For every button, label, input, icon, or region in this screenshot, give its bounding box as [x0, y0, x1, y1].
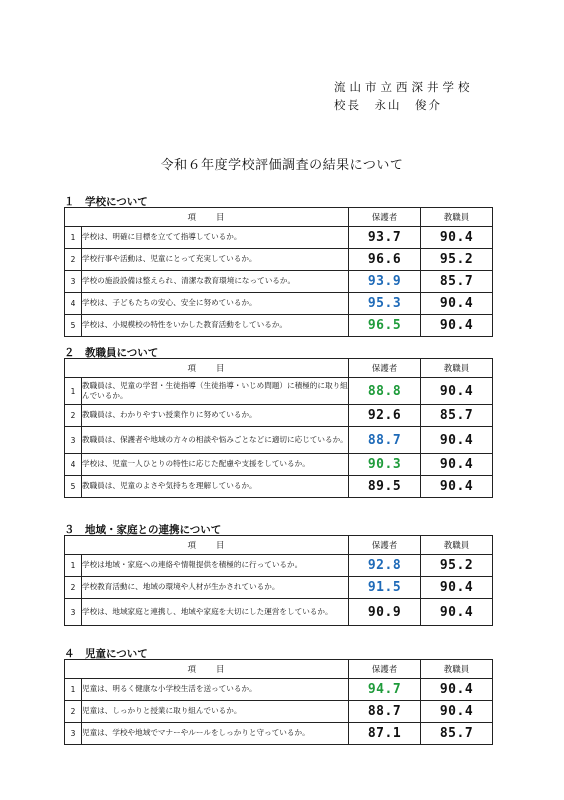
principal-name: 校長 永山 俊介: [334, 98, 442, 112]
staff-score: 90.4: [421, 577, 493, 599]
column-header-guardian: 保護者: [349, 359, 421, 378]
row-number: 3: [65, 271, 82, 293]
table-row: [65, 427, 493, 454]
staff-score: 90.4: [421, 427, 493, 454]
guardian-score: 94.7: [349, 679, 421, 701]
row-question: 学校教育活動に、地域の環境や人材が生かされているか。: [82, 577, 349, 599]
row-number: 1: [65, 555, 82, 577]
staff-score: 90.4: [421, 293, 493, 315]
staff-score: 90.4: [421, 701, 493, 723]
table-row: [65, 555, 493, 577]
row-number: 1: [65, 378, 82, 405]
guardian-score: 96.6: [349, 249, 421, 271]
row-question: 学校は、児童一人ひとりの特性に応じた配慮や支援をしているか。: [82, 454, 349, 476]
header-block: [334, 78, 494, 114]
guardian-score: 88.7: [349, 701, 421, 723]
staff-score: 95.2: [421, 555, 493, 577]
column-header-staff: 教職員: [421, 660, 493, 679]
staff-score: 85.7: [421, 271, 493, 293]
column-header-item: 項 目: [65, 359, 349, 378]
table-row: [65, 476, 493, 498]
table-row: [65, 723, 493, 745]
staff-score: 90.4: [421, 679, 493, 701]
table-header-row: [65, 536, 493, 555]
guardian-score: 95.3: [349, 293, 421, 315]
row-question: 教職員は、保護者や地域の方々の相談や悩みごとなどに適切に応じているか。: [82, 427, 349, 454]
row-number: 5: [65, 476, 82, 498]
table-community: [64, 535, 493, 626]
table-students: [64, 659, 493, 745]
staff-score: 90.4: [421, 599, 493, 626]
column-header-guardian: 保護者: [349, 208, 421, 227]
staff-score: 95.2: [421, 249, 493, 271]
section-heading-students: ４ 児童について: [64, 648, 148, 660]
column-header-staff: 教職員: [421, 359, 493, 378]
row-question: 教職員は、児童のよさや気持ちを理解しているか。: [82, 476, 349, 498]
row-number: 2: [65, 249, 82, 271]
guardian-score: 90.9: [349, 599, 421, 626]
row-question: 学校は、地域家庭と連携し、地域や家庭を大切にした運営をしているか。: [82, 599, 349, 626]
row-number: 4: [65, 454, 82, 476]
staff-score: 90.4: [421, 315, 493, 337]
guardian-score: 93.9: [349, 271, 421, 293]
guardian-score: 92.6: [349, 405, 421, 427]
row-number: 2: [65, 701, 82, 723]
table-row: [65, 227, 493, 249]
row-question: 学校行事や活動は、児童にとって充実しているか。: [82, 249, 349, 271]
staff-score: 85.7: [421, 723, 493, 745]
guardian-score: 88.7: [349, 427, 421, 454]
row-question: 学校は、明確に目標を立てて指導しているか。: [82, 227, 349, 249]
row-question: 児童は、明るく健康な小学校生活を送っているか。: [82, 679, 349, 701]
column-header-item: 項 目: [65, 536, 349, 555]
row-number: 3: [65, 723, 82, 745]
row-question: 学校は地域・家庭への連絡や情報提供を積極的に行っているか。: [82, 555, 349, 577]
row-question: 学校の施設設備は整えられ、清潔な教育環境になっているか。: [82, 271, 349, 293]
row-number: 2: [65, 577, 82, 599]
guardian-score: 91.5: [349, 577, 421, 599]
table-header-row: [65, 660, 493, 679]
row-question: 学校は、子どもたちの安心、安全に努めているか。: [82, 293, 349, 315]
column-header-item: 項 目: [65, 660, 349, 679]
table-row: [65, 378, 493, 405]
row-number: 3: [65, 427, 82, 454]
guardian-score: 90.3: [349, 454, 421, 476]
row-number: 3: [65, 599, 82, 626]
table-row: [65, 701, 493, 723]
guardian-score: 88.8: [349, 378, 421, 405]
table-school: [64, 207, 493, 337]
table-staff: [64, 358, 493, 498]
table-row: [65, 271, 493, 293]
row-number: 1: [65, 227, 82, 249]
section-heading-staff: ２ 教職員について: [64, 347, 159, 359]
table-header-row: [65, 359, 493, 378]
table-row: [65, 599, 493, 626]
column-header-guardian: 保護者: [349, 660, 421, 679]
row-question: 教職員は、わかりやすい授業作りに努めているか。: [82, 405, 349, 427]
guardian-score: 93.7: [349, 227, 421, 249]
row-question: 教職員は、児童の学習・生徒指導（生徒指導・いじめ問題）に積極的に取り組んでいるか。: [82, 378, 349, 405]
guardian-score: 92.8: [349, 555, 421, 577]
staff-score: 90.4: [421, 378, 493, 405]
staff-score: 85.7: [421, 405, 493, 427]
table-row: [65, 577, 493, 599]
guardian-score: 96.5: [349, 315, 421, 337]
row-number: 5: [65, 315, 82, 337]
section-heading-community: ３ 地域・家庭との連携について: [64, 524, 222, 536]
column-header-guardian: 保護者: [349, 536, 421, 555]
table-row: [65, 315, 493, 337]
row-question: 児童は、学校や地域でマナーやルールをしっかりと守っているか。: [82, 723, 349, 745]
table-row: [65, 249, 493, 271]
row-question: 児童は、しっかりと授業に取り組んでいるか。: [82, 701, 349, 723]
guardian-score: 89.5: [349, 476, 421, 498]
document-title: 令和６年度学校評価調査の結果について: [160, 158, 404, 173]
staff-score: 90.4: [421, 454, 493, 476]
table-row: [65, 679, 493, 701]
column-header-staff: 教職員: [421, 208, 493, 227]
staff-score: 90.4: [421, 227, 493, 249]
guardian-score: 87.1: [349, 723, 421, 745]
section-heading-school: １ 学校について: [64, 196, 148, 208]
table-row: [65, 454, 493, 476]
row-number: 4: [65, 293, 82, 315]
table-header-row: [65, 208, 493, 227]
table-row: [65, 293, 493, 315]
row-question: 学校は、小規模校の特性をいかした教育活動をしているか。: [82, 315, 349, 337]
staff-score: 90.4: [421, 476, 493, 498]
column-header-staff: 教職員: [421, 536, 493, 555]
row-number: 1: [65, 679, 82, 701]
column-header-item: 項 目: [65, 208, 349, 227]
row-number: 2: [65, 405, 82, 427]
table-row: [65, 405, 493, 427]
school-name: 流山市立西深井学校: [334, 80, 474, 94]
